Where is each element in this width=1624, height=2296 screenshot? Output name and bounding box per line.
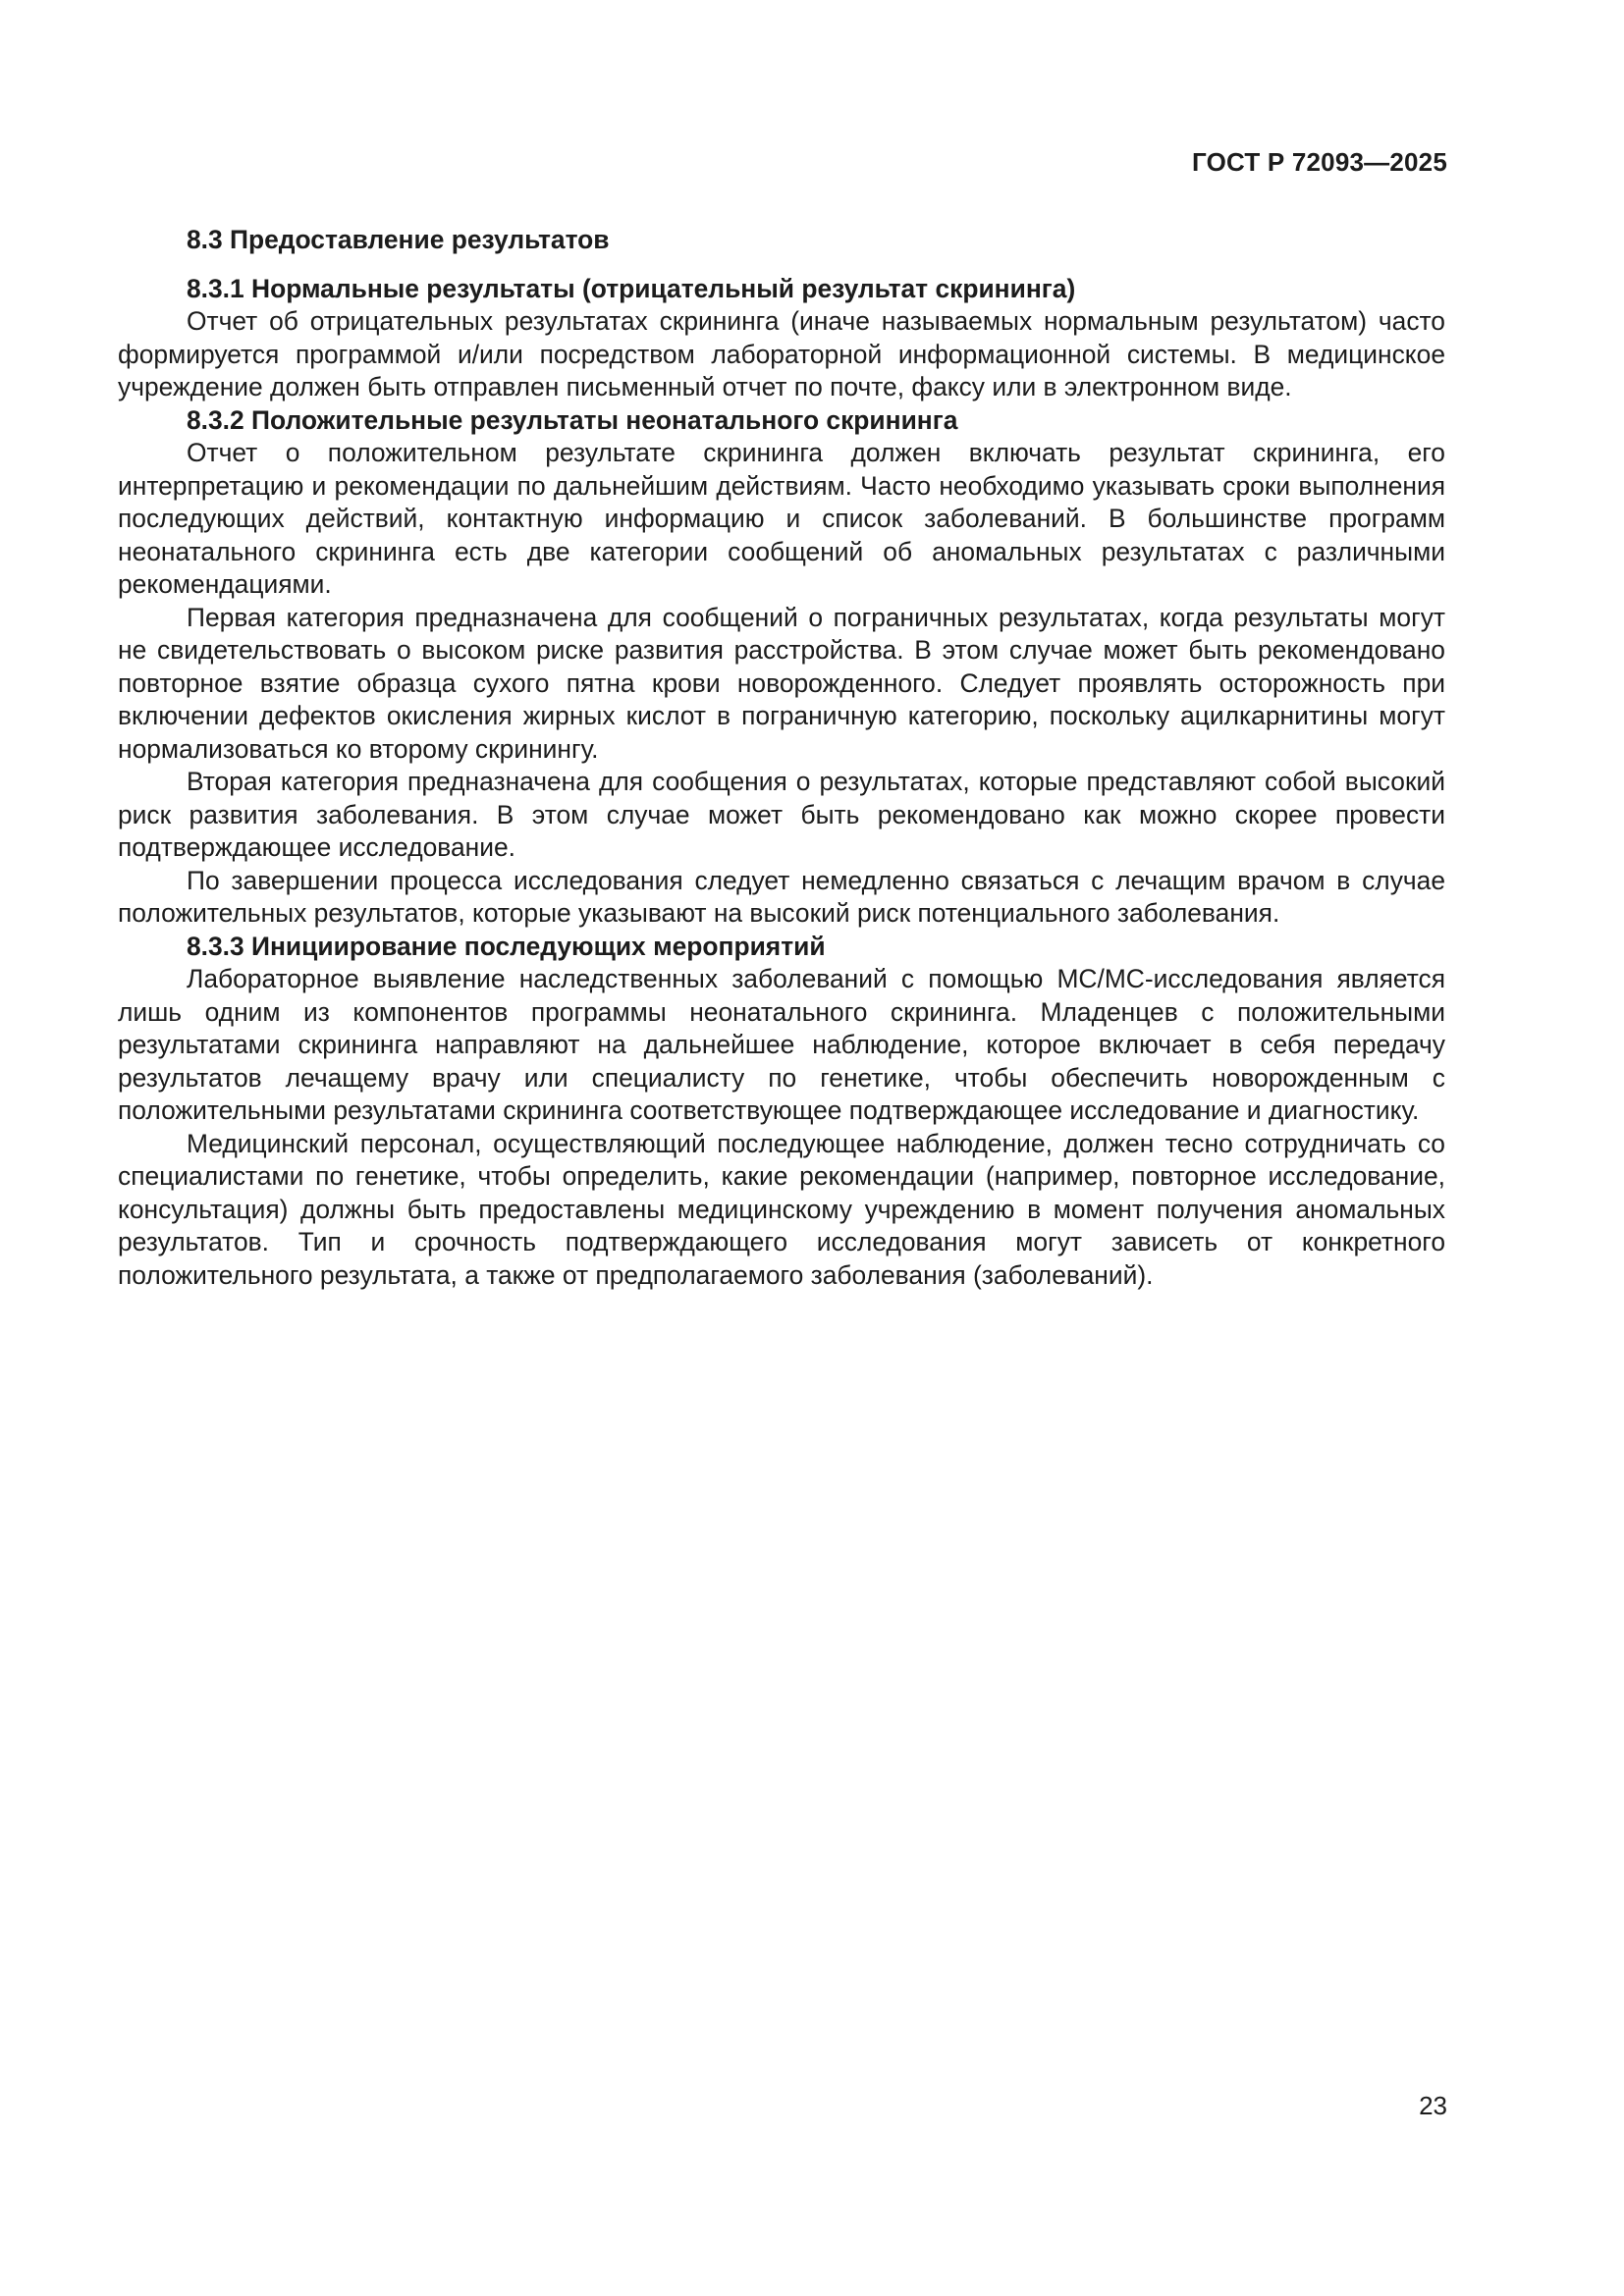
subsection-title: 8.3.3 Инициирование последующих мероприятий [187, 931, 826, 961]
paragraph: По завершении процесса исследования следует немедленно связаться с лечащим врачом в случае положительных результатов, которые указывают на высокий риск потенциального заболевания. [118, 865, 1445, 928]
document-body [118, 224, 1445, 1292]
paragraph: Вторая категория предназначена для сообщения о результатах, которые представляют собой высокий риск развития заболевания. В этом случае может быть рекомендовано как можно скорее провести подтверждающее исследование. [118, 767, 1445, 862]
subsection-title: 8.3.2 Положительные результаты неонатального скрининга [187, 404, 958, 435]
page-number: 23 [1419, 2091, 1447, 2120]
paragraph: Лабораторное выявление наследственных заболеваний с помощью МС/МС-исследования является лишь одним из компонентов программы неонатального скрининга. Младенцев с положительными результатами скрининга направляют на дальнейшее наблюдение, которое включает в себя передачу результатов лечащему врачу или специалисту по генетике, чтобы обеспечить новорожденным с положительными результатами скрининга соответствующее подтверждающее исследование и диагностику. [118, 964, 1445, 1125]
subsection-title: 8.3.1 Нормальные результаты (отрицательный результат скрининга) [187, 273, 1076, 303]
section-title: 8.3 Предоставление результатов [187, 225, 610, 254]
standard-code: ГОСТ Р 72093—2025 [1192, 147, 1447, 177]
paragraph: Медицинский персонал, осуществляющий последующее наблюдение, должен тесно сотрудничать со специалистами по генетике, чтобы определить, какие рекомендации (например, повторное исследование, консультация) должны быть предоставлены медицинскому учреждению в момент получения аномальных результатов. Тип и срочность подтверждающего исследования могут зависеть от конкретного положительного результата, а также от предполагаемого заболевания (заболеваний). [118, 1128, 1445, 1290]
paragraph: Отчет о положительном результате скрининга должен включать результат скрининга, его интерпретацию и рекомендации по дальнейшим действиям. Часто необходимо указывать сроки выполнения последующих действий, контактную информацию и список заболеваний. В большинстве программ неонатального скрининга есть две категории сообщений об аномальных результатах с различными рекомендациями. [118, 438, 1445, 599]
paragraph: Отчет об отрицательных результатах скрининга (иначе называемых нормальным результатом) часто формируется программой и/или посредством лабораторной информационной системы. В медицинское учреждение должен быть отправлен письменный отчет по почте, факсу или в электронном виде. [118, 306, 1445, 401]
paragraph: Первая категория предназначена для сообщений о пограничных результатах, когда результаты могут не свидетельствовать о высоком риске развития расстройства. В этом случае может быть рекомендовано повторное взятие образца сухого пятна крови новорожденного. Следует проявлять осторожность при включении дефектов окисления жирных кислот в пограничную категорию, поскольку ацилкарнитины могут нормализоваться ко второму скринингу. [118, 602, 1445, 764]
